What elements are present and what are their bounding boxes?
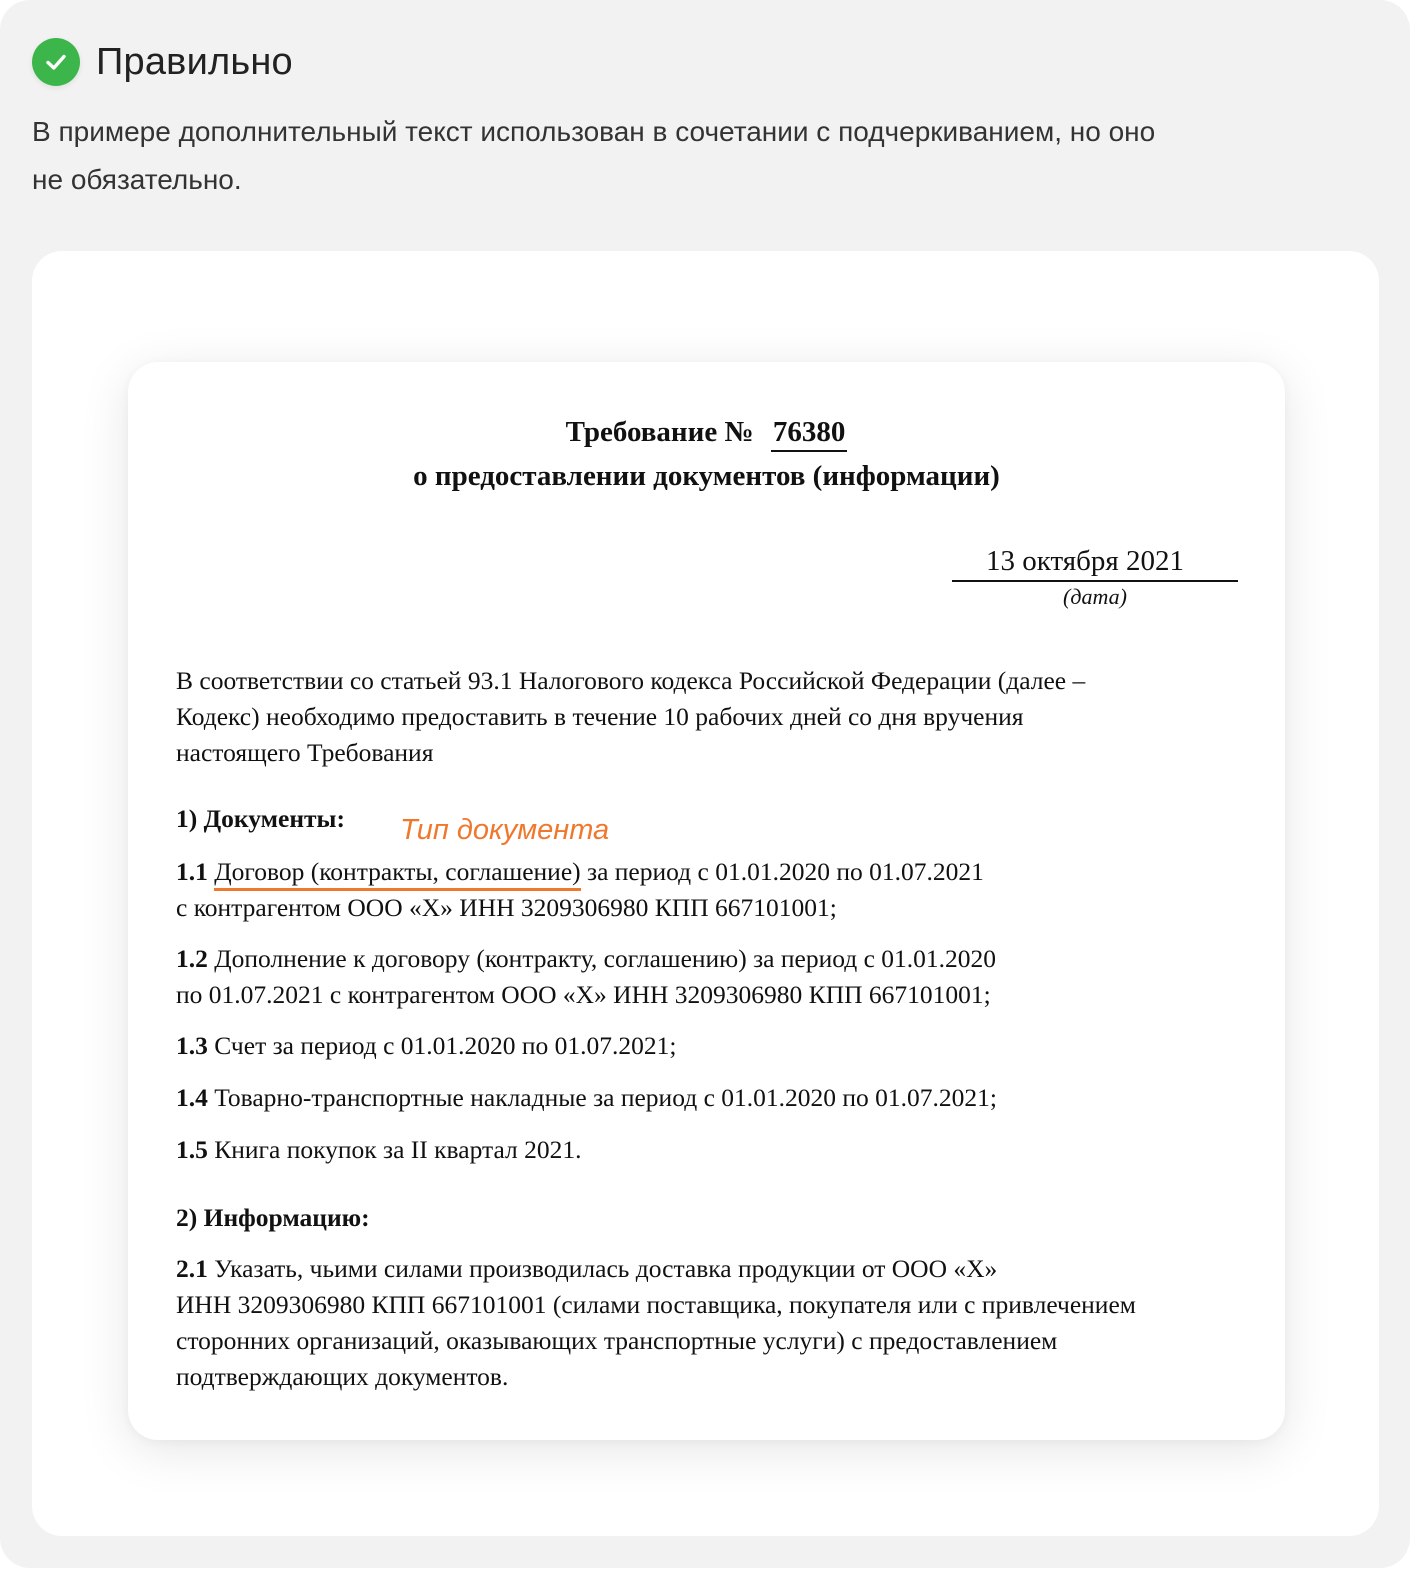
document-subtitle: о предоставлении документов (информации) (413, 460, 1000, 492)
item-text: Дополнение к договору (контракту, соглашению) за период с 01.01.2020 (207, 944, 997, 973)
list-item-1-2 (176, 941, 996, 1013)
document-title-prefix: Требование № (565, 416, 754, 448)
list-item-1-3 (176, 1028, 677, 1064)
document-date: 13 октября 2021 (952, 542, 1238, 582)
section-2-heading: 2) Информацию: (176, 1203, 370, 1232)
intro-line: Кодекс) необходимо предоставить в течение 10 рабочих дней со дня вручения (176, 702, 1024, 731)
highlighted-document-type: Договор (контракты, соглашение) (214, 857, 580, 891)
info-item-2-1 (176, 1251, 1136, 1395)
check-circle-icon (32, 38, 80, 86)
date-caption: (дата) (1063, 584, 1127, 609)
item-text: Указать, чьими силами производилась доставка продукции от ООО «Х» (207, 1254, 998, 1283)
item-number: 1.2 (176, 944, 208, 973)
intro-line: В соответствии со статьей 93.1 Налогового кодекса Российской Федерации (далее – (176, 666, 1086, 695)
date-block (952, 542, 1238, 612)
item-text: Товарно-транспортные накладные за период с 01.01.2020 по 01.07.2021; (207, 1083, 997, 1112)
item-text-line: сторонних организаций, оказывающих транспортные услуги) с предоставлением (176, 1326, 1058, 1355)
item-text-line2: по 01.07.2021 с контрагентом ООО «Х» ИНН 3209306980 КПП 667101001; (176, 980, 991, 1009)
hint-label: Тип документа (400, 814, 610, 846)
example-title: Правильно (96, 40, 293, 83)
list-item-1-4 (176, 1080, 997, 1116)
description-line: не обязательно. (32, 164, 242, 195)
preview-card (32, 251, 1379, 1536)
document-page (128, 362, 1285, 1440)
document-number: 76380 (771, 414, 848, 452)
section-1-heading: 1) Документы: (176, 804, 345, 833)
intro-paragraph (176, 663, 1085, 771)
item-text: Счет за период с 01.01.2020 по 01.07.2021; (207, 1031, 677, 1060)
item-number: 1.4 (176, 1083, 208, 1112)
description-line: В примере дополнительный текст использован в сочетании с подчеркиванием, но оно (32, 116, 1156, 147)
item-text: Книга покупок за II квартал 2021. (207, 1135, 582, 1164)
item-number: 1.1 (176, 857, 208, 886)
intro-line: настоящего Требования (176, 738, 434, 767)
list-item-1-1 (176, 854, 984, 926)
item-text-line: ИНН 3209306980 КПП 667101001 (силами поставщика, покупателя или с привлечением (176, 1290, 1136, 1319)
example-description (32, 108, 1362, 204)
item-number: 2.1 (176, 1254, 208, 1283)
example-header (32, 38, 293, 86)
document-title (128, 410, 1285, 498)
item-number: 1.5 (176, 1135, 208, 1164)
item-number: 1.3 (176, 1031, 208, 1060)
item-text-line: подтверждающих документов. (176, 1362, 509, 1391)
list-item-1-5 (176, 1132, 581, 1168)
item-text: за период с 01.01.2020 по 01.07.2021 (580, 857, 984, 886)
item-text-line2: с контрагентом ООО «Х» ИНН 3209306980 КПП 667101001; (176, 893, 837, 922)
